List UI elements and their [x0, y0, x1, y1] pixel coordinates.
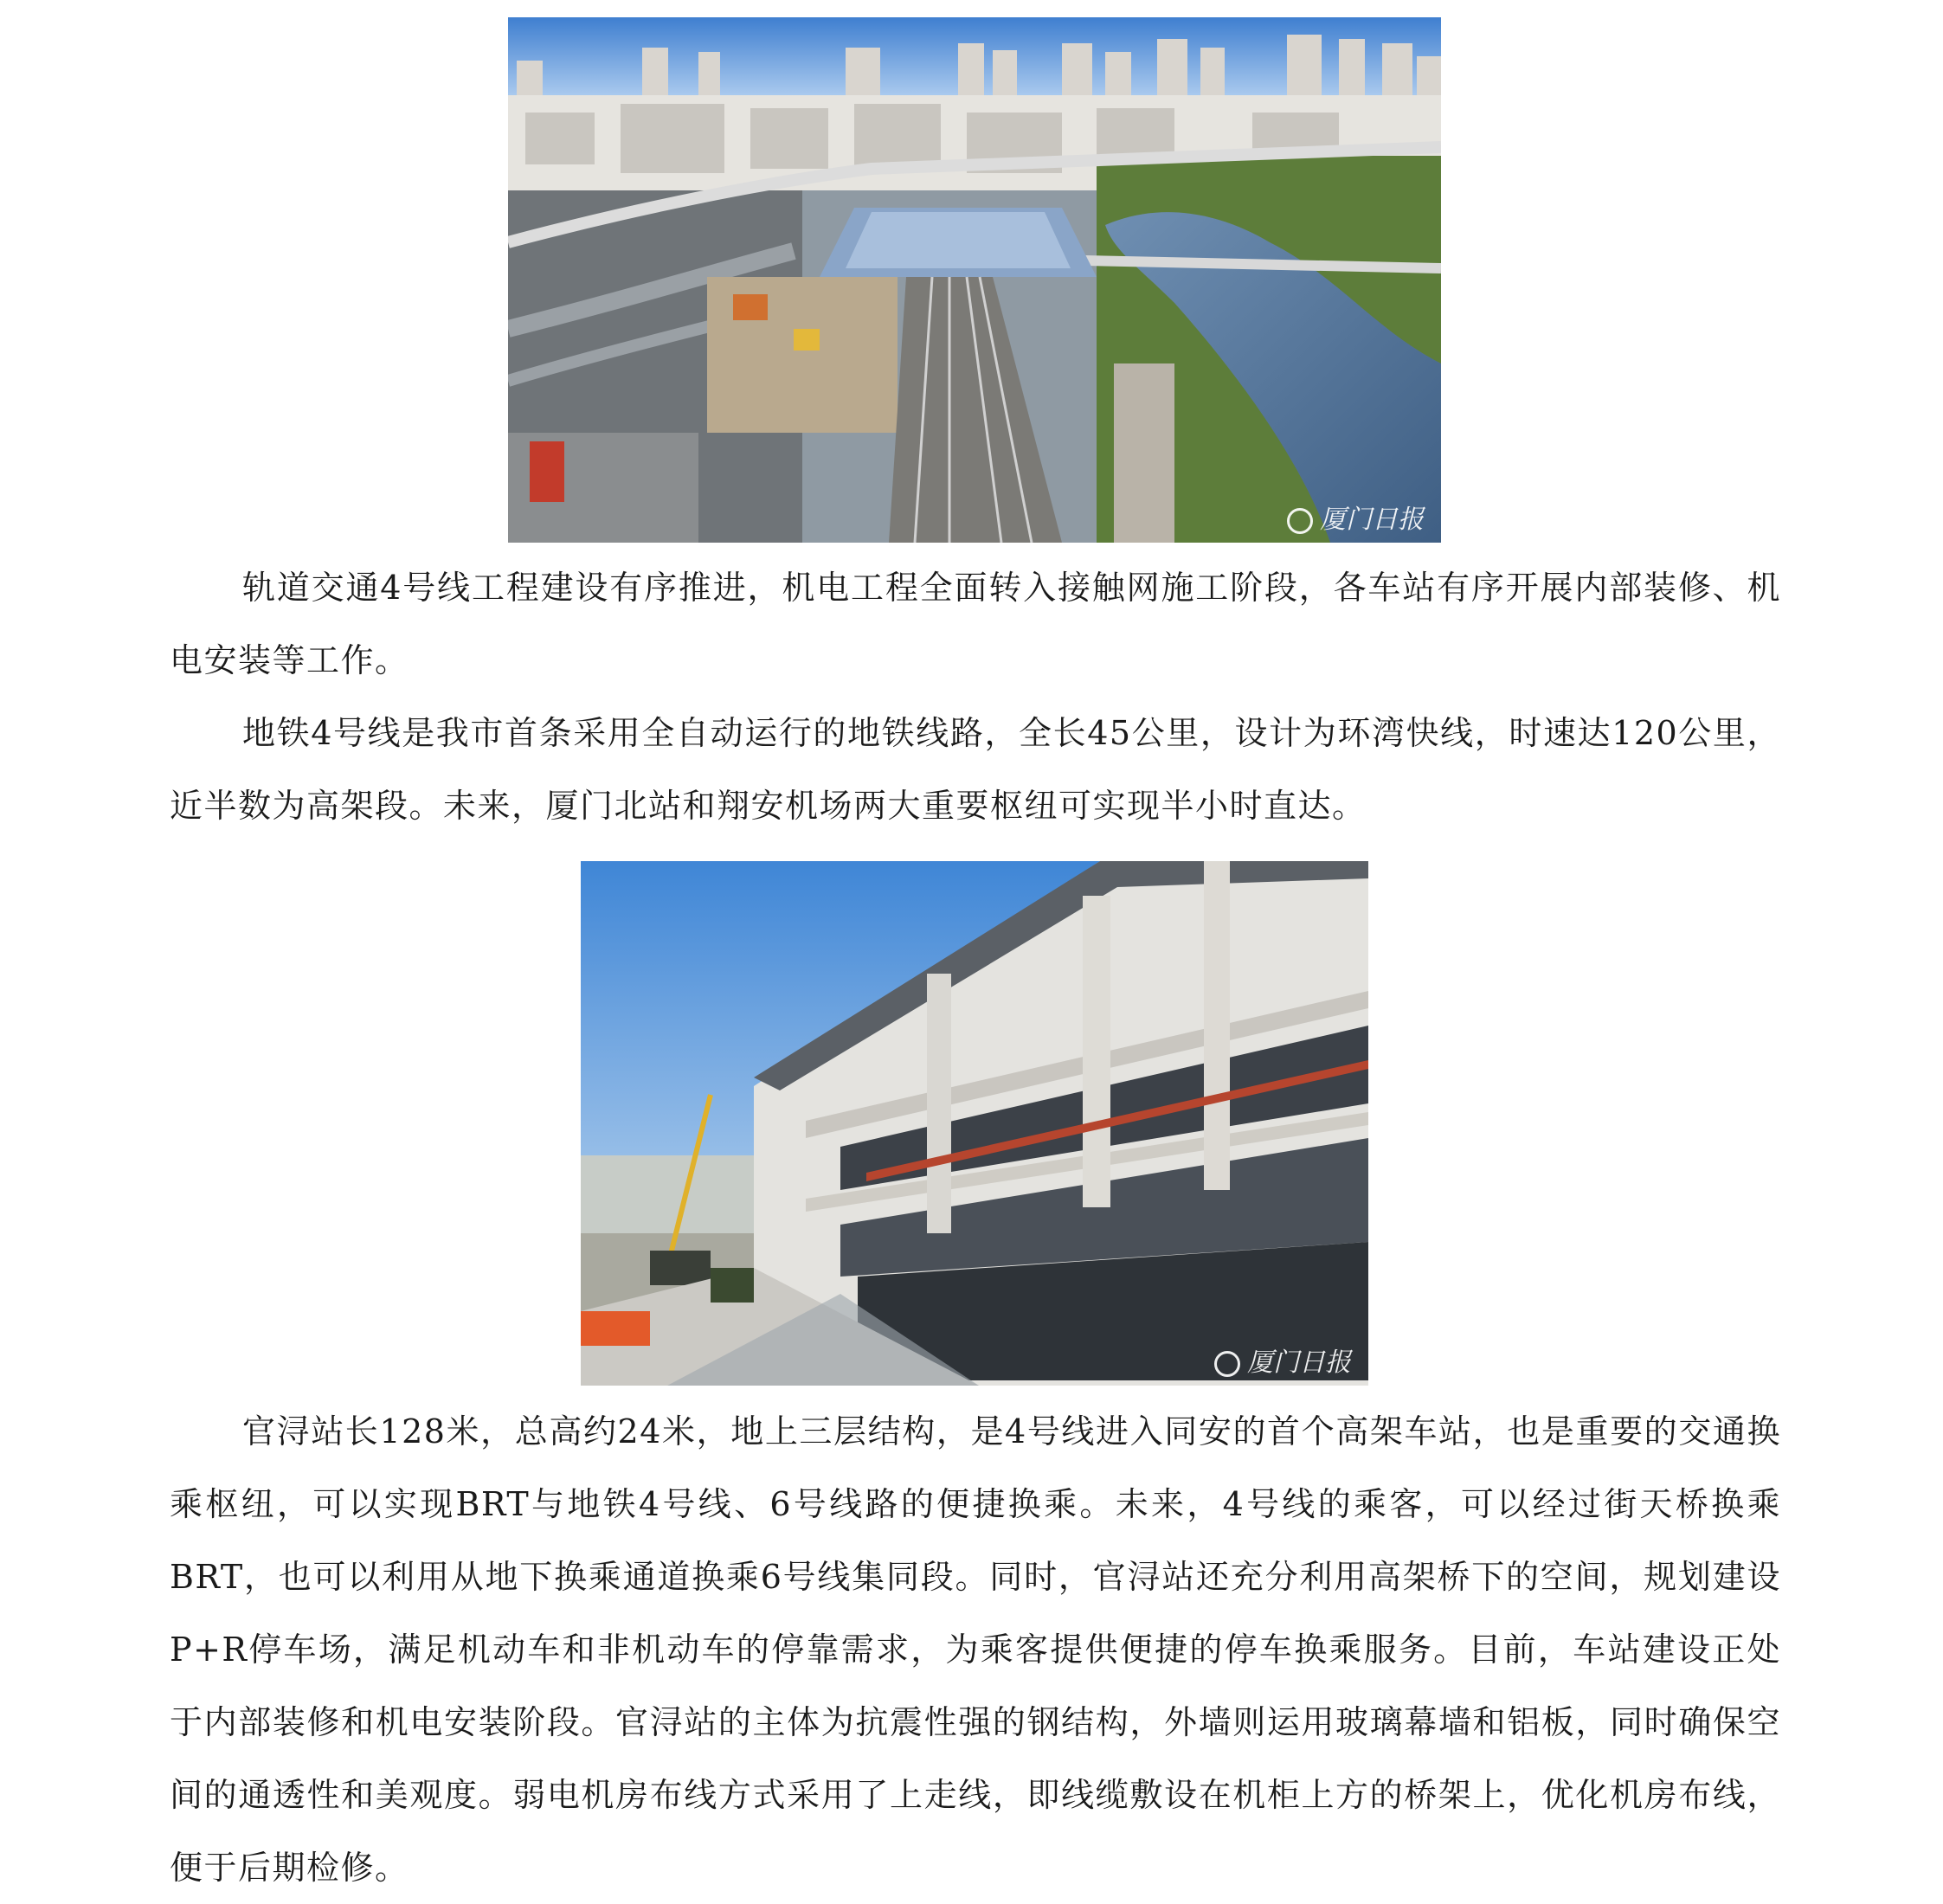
aerial-station-image — [508, 17, 1441, 543]
aerial-station-photo — [508, 17, 1441, 543]
newspaper-logo-icon — [1287, 508, 1313, 534]
station-structure-image — [581, 861, 1368, 1386]
station-structure-photo — [581, 861, 1368, 1386]
newspaper-logo-icon — [1214, 1351, 1240, 1377]
paragraph-construction-progress: 轨道交通4号线工程建设有序推进，机电工程全面转入接触网施工阶段，各车站有序开展内部装修、机电安装等工作。 — [170, 569, 1781, 679]
photo-watermark: 厦门日报 — [1214, 1341, 1351, 1379]
photo-watermark: 厦门日报 — [1287, 498, 1424, 536]
paragraph-line4-overview: 地铁4号线是我市首条采用全自动运行的地铁线路，全长45公里，设计为环湾快线，时速达120公里，近半数为高架段。未来，厦门北站和翔安机场两大重要枢纽可实现半小时直达。 — [170, 714, 1781, 825]
paragraph-guanxun-station: 官浔站长128米，总高约24米，地上三层结构，是4号线进入同安的首个高架车站，也是重要的交通换乘枢纽，可以实现BRT与地铁4号线、6号线路的便捷换乘。未来，4号线的乘客，可以经过街天桥换乘BRT，也可以利用从地下换乘通道换乘6号线集同段。同时，官浔站还充分利用高架桥下的空间，规划建设P+R停车场，满足机动车和非机动车的停靠需求，为乘客提供便捷的停车换乘服务。目前，车站建设正处于内部装修和机电安装阶段。官浔站的主体为抗震性强的钢结构，外墙则运用玻璃幕墙和铝板，同时确保空间的通透性和美观度。弱电机房布线方式采用了上走线，即线缆敷设在机柜上方的桥架上，优化机房布线，便于后期检修。 — [170, 1412, 1781, 1887]
